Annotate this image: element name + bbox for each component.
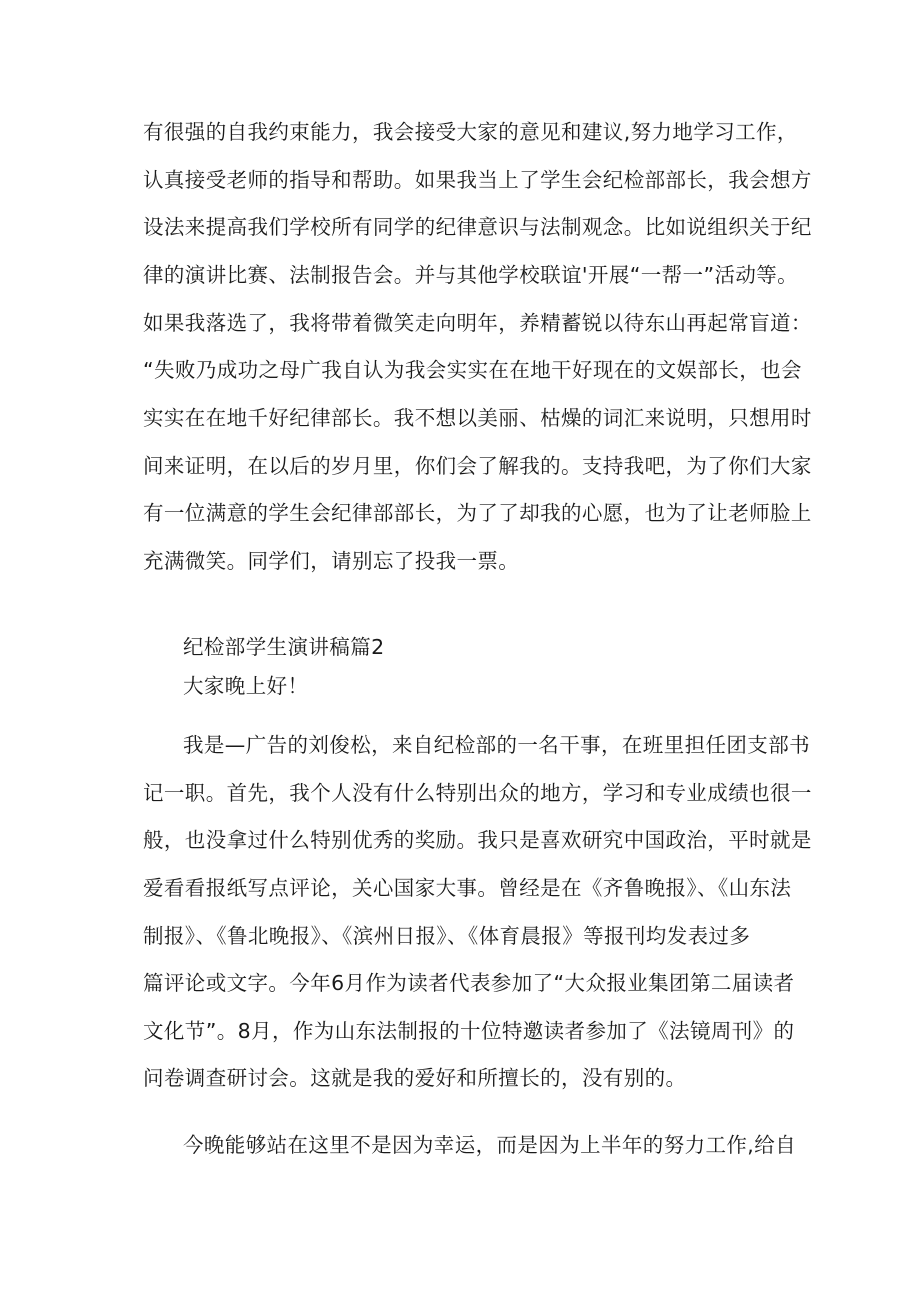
text-line: 有很强的自我约束能力，我会接受大家的意见和建议,努力地学习工作， bbox=[143, 120, 798, 144]
text-line: 篇评论或文字。今年6月作为读者代表参加了“大众报业集团第二届读者 bbox=[143, 971, 795, 995]
text-line: 充满微笑。同学们，请别忘了投我一票。 bbox=[143, 549, 520, 573]
text-line: 设法来提高我们学校所有同学的纪律意识与法制观念。比如说组织关于纪 bbox=[143, 215, 812, 239]
text-line: 今晚能够站在这里不是因为幸运，而是因为上半年的努力工作,给自 bbox=[183, 1133, 797, 1157]
text-line: 间来证明，在以后的岁月里，你们会了解我的。支持我吧，为了你们大家 bbox=[143, 454, 812, 478]
text-line: 记一职。首先，我个人没有什么特别出众的地方，学习和专业成绩也很一 bbox=[143, 781, 812, 805]
text-line: 有一位满意的学生会纪律部部长，为了了却我的心愿，也为了让老师脸上 bbox=[143, 501, 812, 525]
text-line: 制报》、《鲁北晚报》、《滨州日报》、《体育晨报》等报刊均发表过多 bbox=[143, 924, 751, 948]
text-line: 问卷调查研讨会。这就是我的爱好和所擅长的，没有别的。 bbox=[143, 1066, 687, 1090]
text-line: 爱看看报纸写点评论，关心国家大事。曾经是在《齐鲁晚报》、《山东法 bbox=[143, 876, 792, 900]
greeting: 大家晚上好！ bbox=[183, 674, 309, 698]
text-line: 实实在在地千好纪律部长。我不想以美丽、枯燥的词汇来说明，只想用时 bbox=[143, 406, 812, 430]
text-line: 认真接受老师的指导和帮助。如果我当上了学生会纪检部部长，我会想方 bbox=[143, 168, 812, 192]
text-line: 律的演讲比赛、法制报告会。并与其他学校联谊'开展“一帮一”活动等。 bbox=[143, 263, 799, 287]
section-heading: 纪检部学生演讲稿篇2 bbox=[183, 635, 385, 659]
text-line: 如果我落选了，我将带着微笑走向明年，养精蓄锐以待东山再起常盲道： bbox=[143, 311, 812, 335]
text-line: 我是—广告的刘俊松，来自纪检部的一名干事，在班里担任团支部书 bbox=[183, 733, 810, 757]
text-line: 文化节”。8月，作为山东法制报的十位特邀读者参加了《法镜周刊》的 bbox=[143, 1019, 795, 1043]
text-line: 般，也没拿过什么特别优秀的奖励。我只是喜欢研究中国政治，平时就是 bbox=[143, 828, 812, 852]
text-line: “失败乃成功之母广我自认为我会实实在在地干好现在的文娱部长，也会 bbox=[143, 358, 802, 382]
